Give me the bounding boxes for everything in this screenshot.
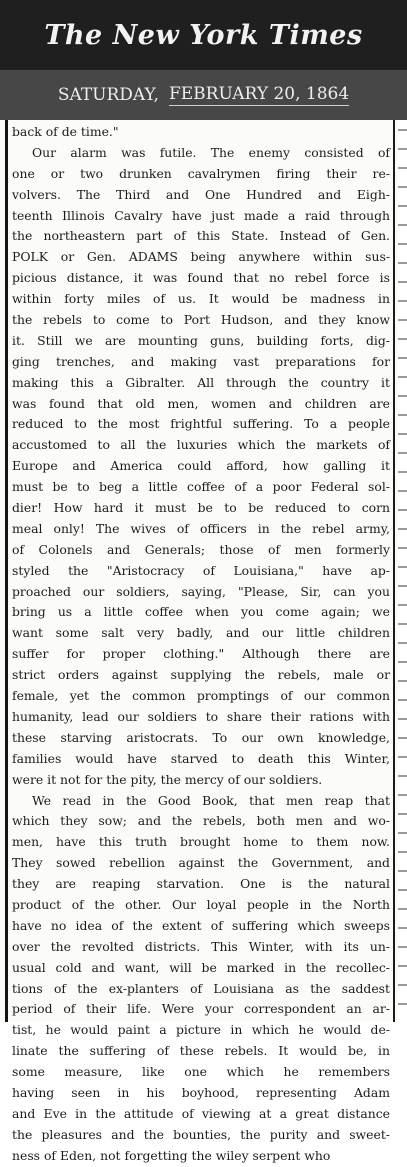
article-line: making this a Gibralter. All through the country it: [12, 374, 390, 390]
article-line: tist, he would paint a picture in which he would de-: [12, 1022, 390, 1038]
article-line: ging trenches, and making vast preparations for: [12, 353, 390, 369]
article-line: back of de time.": [12, 124, 119, 139]
article-line: Europe and America could afford, how galling it: [12, 458, 390, 474]
article-line: one or two drunken cavalrymen firing their re-: [12, 165, 390, 181]
article-text: [12, 122, 390, 1167]
article-line: which they sow; and the rebels, both men and wo-: [12, 813, 390, 829]
article-line: within forty miles of us. It would be madness in: [12, 291, 390, 307]
column-rule-left: [5, 120, 8, 1022]
article-line: reduced to the most frightful suffering. To a people: [12, 416, 390, 432]
article-line: strict orders against supplying the rebels, male or: [12, 667, 390, 683]
dateline: [0, 70, 407, 120]
article-line: having seen in his boyhood, representing Adam: [12, 1084, 390, 1100]
article-line: they are reaping starvation. One is the natural: [12, 876, 390, 892]
article-line: styled the "Aristocracy of Louisiana," have ap-: [12, 562, 390, 578]
article-line: accustomed to all the luxuries which the markets of: [12, 437, 390, 453]
article-line: female, yet the common promptings of our common: [12, 688, 390, 704]
article-line: it. Still we are mounting guns, building forts, dig-: [12, 332, 390, 348]
article-line: families would have starved to death this Winter,: [12, 750, 390, 766]
article-line: linate the suffering of these rebels. It would be, in: [12, 1043, 390, 1059]
article-line: were it not for the pity, the mercy of our soldiers.: [12, 771, 323, 787]
article-clipping: [0, 120, 407, 1163]
article-line: volvers. The Third and One Hundred and Eigh-: [12, 186, 390, 202]
article-line: meal only! The wives of officers in the rebel army,: [12, 520, 390, 536]
article-line: the rebels to come to Port Hudson, and they know: [12, 312, 390, 328]
article-line: POLK or Gen. ADAMS being anywhere within sus-: [12, 249, 390, 265]
article-line: suffer for proper clothing." Although there are: [12, 646, 390, 662]
article-line: want some salt very badly, and our little children: [12, 625, 390, 641]
article-line: must be to beg a little coffee of a poor Federal sol-: [12, 479, 390, 495]
article-line: some measure, like one which he remembers: [12, 1064, 390, 1080]
article-line: ness of Eden, not forgetting the wiley serpent who: [12, 1147, 331, 1163]
dateline-weekday: SATURDAY,: [57, 85, 159, 105]
article-line: and Eve in the attitude of viewing at a great distance: [12, 1105, 390, 1121]
article-line: over the revolted districts. This Winter, with its un-: [12, 938, 390, 954]
article-line: the northeastern part of this State. Instead of Gen.: [12, 228, 390, 244]
article-line: They sowed rebellion against the Government, and: [12, 855, 390, 871]
article-line: have no idea of the extent of suffering which sweeps: [12, 917, 390, 933]
article-line: We read in the Good Book, that men reap that: [32, 792, 390, 808]
article-line: was found that old men, women and children are: [12, 395, 390, 411]
article-line: these starving aristocrats. To our own knowledge,: [12, 729, 390, 745]
article-line: period of their life. Were your correspondent an ar-: [12, 1001, 390, 1017]
article-line: teenth Illinois Cavalry have just made a raid through: [12, 207, 390, 223]
article-line: proached our soldiers, saying, "Please, Sir, can you: [12, 583, 390, 599]
article-line: usual cold and want, will be marked in the recollec-: [12, 959, 390, 975]
dateline-date-link[interactable]: FEBRUARY 20, 1864: [168, 84, 350, 104]
article-line: picious distance, it was found that no rebel force is: [12, 270, 390, 286]
article-line: of Colonels and Generals; those of men formerly: [12, 541, 390, 557]
article-line: men, have this truth brought home to them now.: [12, 834, 390, 850]
article-line: dier! How hard it must be to be reduced to corn: [12, 500, 390, 516]
article-line: Our alarm was futile. The enemy consisted of: [32, 144, 390, 160]
column-rule-right: [393, 120, 395, 1022]
masthead-title[interactable]: The New York Times: [44, 19, 363, 51]
article-line: humanity, lead our soldiers to share their rations with: [12, 708, 390, 724]
article-line: product of the other. Our loyal people in the North: [12, 896, 390, 912]
article-line: bring us a little coffee when you come again; we: [12, 604, 390, 620]
masthead: [0, 0, 407, 70]
article-line: the pleasures and the bounties, the purity and sweet-: [12, 1126, 390, 1142]
adjacent-column-edge: [398, 120, 407, 1022]
article-line: tions of the ex-planters of Louisiana as the saddest: [12, 980, 390, 996]
